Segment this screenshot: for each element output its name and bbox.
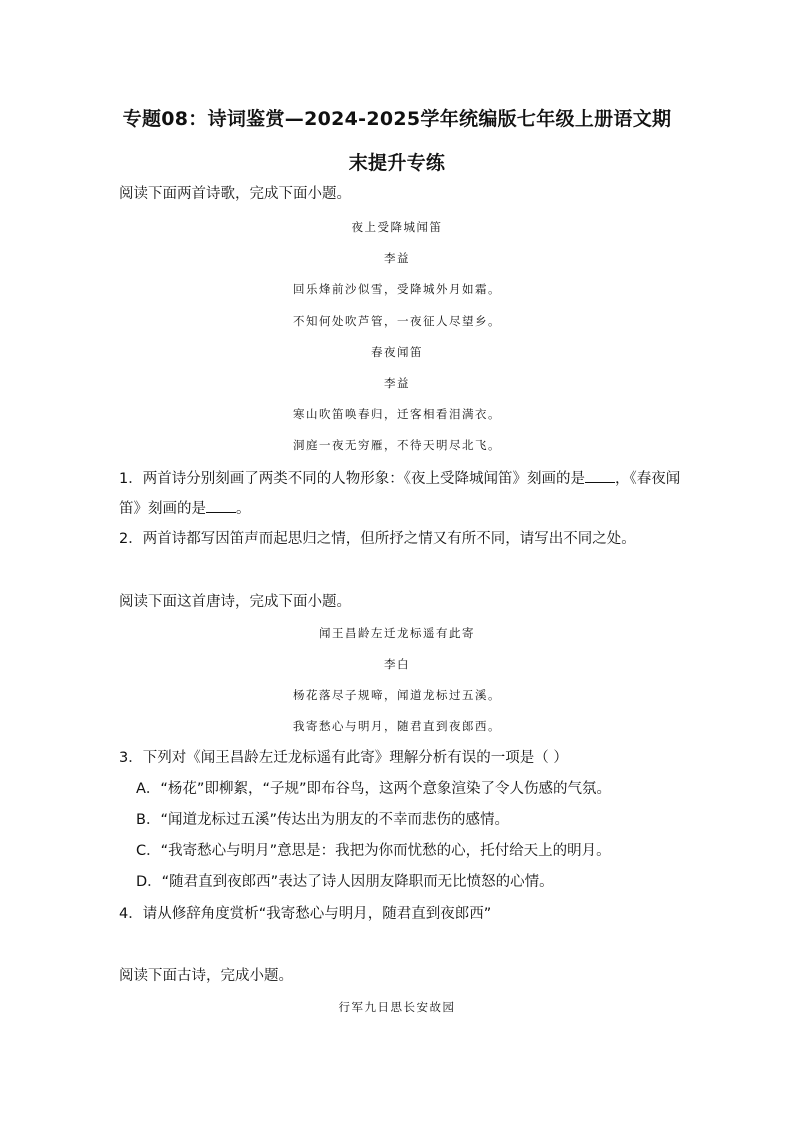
question-1-line-1 [119, 468, 679, 489]
poem2-author: 李益 [384, 376, 410, 390]
question-3-option-c[interactable]: C．“我寄愁心与明月”意思是：我把为你而忧愁的心，托付给天上的明月。 [136, 843, 611, 859]
section2-intro: 阅读下面这首唐诗，完成下面小题。 [119, 594, 351, 610]
answer-blank-2[interactable] [206, 498, 236, 513]
question-3-option-a[interactable]: A．“杨花”即柳絮，“子规”即布谷鸟，这两个意象渲染了令人伤感的气氛。 [136, 781, 611, 797]
page-title-line-2: 末提升专练 [348, 152, 446, 174]
poem3-title: 闻王昌龄左迁龙标遥有此寄 [319, 626, 475, 640]
poem1-line-2: 不知何处吹芦管，一夜征人尽望乡。 [293, 314, 501, 328]
poem3-author: 李白 [384, 657, 410, 671]
poem4-title: 行军九日思长安故园 [338, 1000, 456, 1014]
question-3-option-b[interactable]: B．“闻道龙标过五溪”传达出为朋友的不幸而悲伤的感情。 [136, 812, 509, 828]
poem1-author: 李益 [384, 251, 410, 265]
poem2-title: 春夜闻笛 [371, 345, 423, 359]
page-title-line-1: 专题08：诗词鉴赏—2024-2025学年统编版七年级上册语文期 [122, 108, 672, 130]
question-3-stem: 3．下列对《闻王昌龄左迁龙标遥有此寄》理解分析有误的一项是（ ） [119, 750, 568, 766]
question-3-option-d[interactable]: D．“随君直到夜郎西”表达了诗人因朋友降职而无比愤怒的心情。 [136, 874, 554, 890]
poem3-line-1: 杨花落尽子规啼，闻道龙标过五溪。 [293, 688, 501, 702]
question-1-text-b: ，《春夜闻 [614, 471, 681, 487]
poem2-line-2: 洞庭一夜无穷雁，不待天明尽北飞。 [293, 438, 501, 452]
question-1-line-2 [119, 498, 679, 519]
section1-intro: 阅读下面两首诗歌，完成下面小题。 [119, 186, 351, 202]
poem1-title: 夜上受降城闻笛 [351, 220, 443, 234]
answer-blank-1[interactable] [585, 468, 615, 483]
poem2-line-1: 寒山吹笛唤春归，迁客相看泪满衣。 [293, 407, 501, 421]
question-1-text-a: 1．两首诗分别刻画了两类不同的人物形象：《夜上受降城闻笛》刻画的是 [119, 471, 585, 487]
poem3-line-2: 我寄愁心与明月，随君直到夜郎西。 [293, 719, 501, 733]
section3-intro: 阅读下面古诗，完成小题。 [119, 968, 293, 984]
question-1-text-c: 笛》刻画的是 [119, 501, 206, 517]
question-4: 4．请从修辞角度赏析“我寄愁心与明月，随君直到夜郎西” [119, 906, 492, 922]
question-2: 2．两首诗都写因笛声而起思归之情，但所抒之情又有所不同，请写出不同之处。 [119, 531, 636, 547]
question-1-text-d: 。 [236, 501, 251, 517]
poem1-line-1: 回乐烽前沙似雪，受降城外月如霜。 [293, 282, 501, 296]
